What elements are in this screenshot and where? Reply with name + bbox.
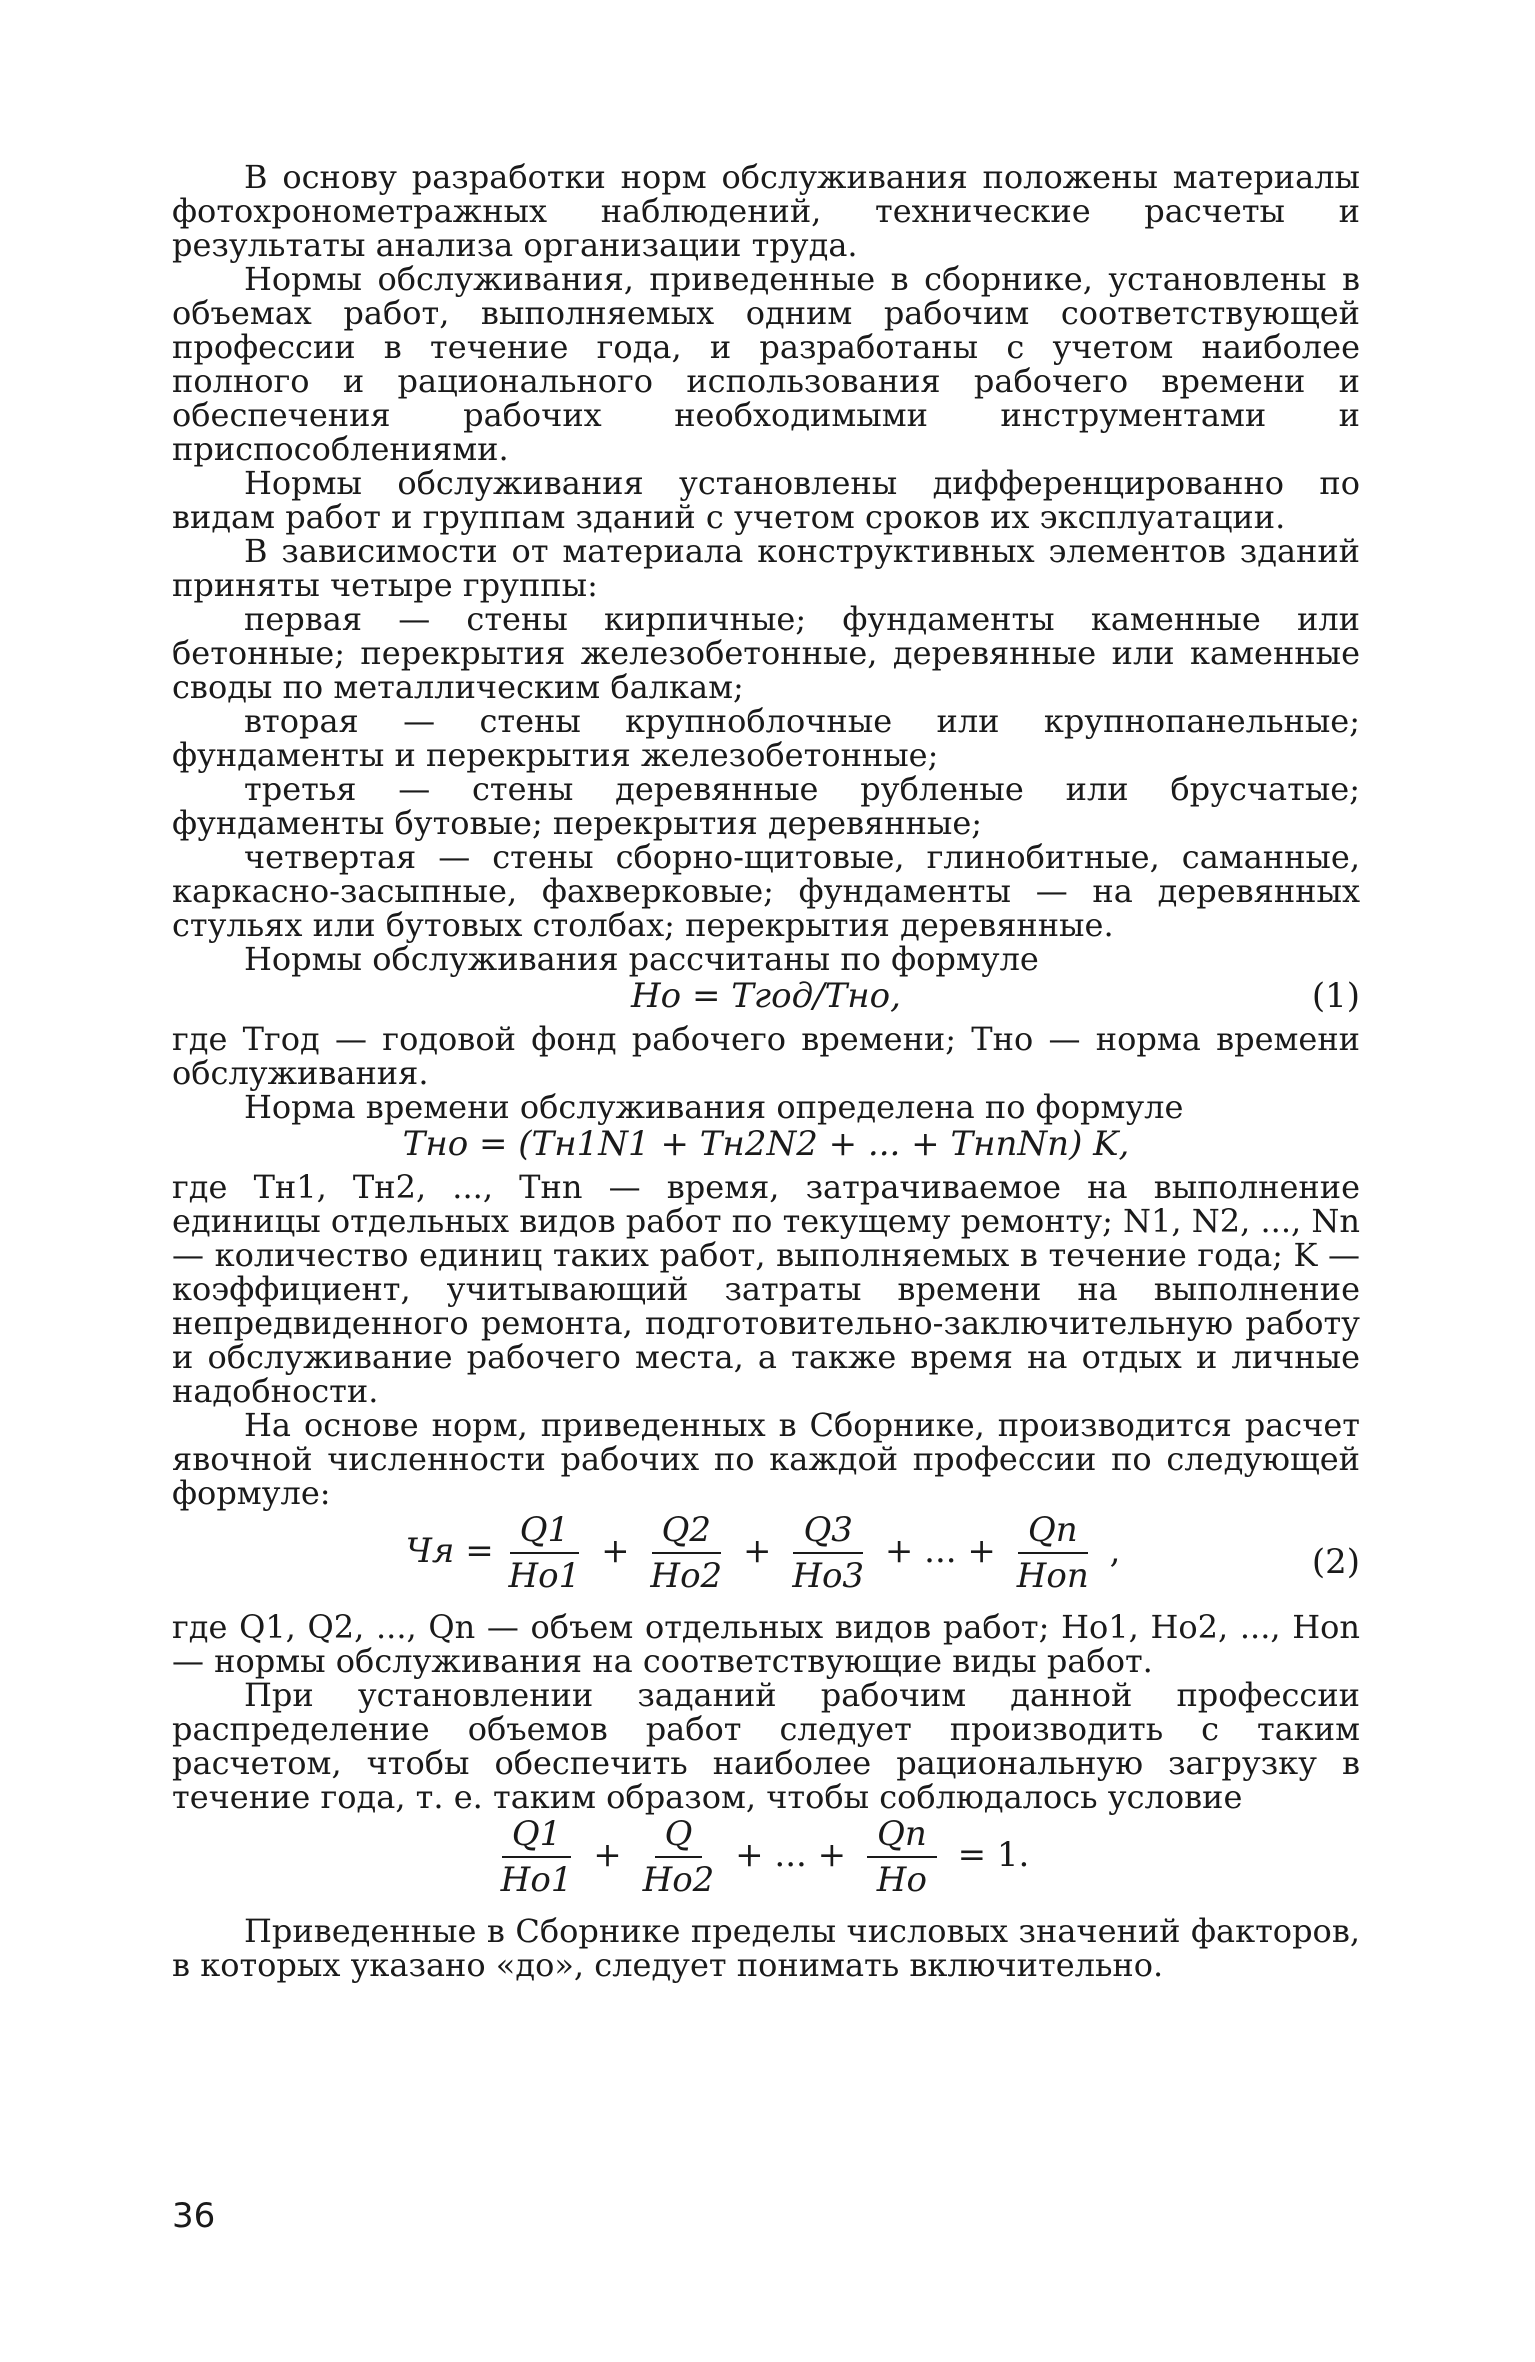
group-3: третья — стены деревянные рубленые или брусчатые; фундаменты бутовые; перекрытия деревянные;	[172, 770, 1360, 842]
formula-time-body: Tно = (Tн1N1 + Tн2N2 + ... + TнnNn) K,	[402, 1124, 1130, 1164]
fraction-numerator: Qn	[867, 1814, 937, 1858]
paragraph-2: Нормы обслуживания, приведенные в сборнике, установлены в объемах работ, выполняемых одним рабочим соответствующей профессии в течение года, и разработаны с учетом наиболее полного и рационального использования рабочего времени и обеспечения рабочих необходимыми инструментами и приспособлениями.	[172, 260, 1360, 468]
fraction-denominator: Hо1	[508, 1556, 581, 1596]
paragraph-9: На основе норм, приведенных в Сборнике, производится расчет явочной численности рабочих по каждой профессии по следующей формуле:	[172, 1406, 1360, 1512]
fraction	[867, 1814, 937, 1900]
fraction-numerator: Qn	[1018, 1510, 1088, 1554]
fraction-denominator: Hо2	[650, 1556, 723, 1596]
fraction	[792, 1510, 864, 1596]
group-2: вторая — стены крупноблочные или крупнопанельные; фундаменты и перекрытия железобетонные;	[172, 702, 1360, 774]
formula-condition	[172, 1814, 1360, 1914]
formula-2-body: Чя = $\frac{Q1}{Hо1}$ + $\frac{Q2}{Hо2}$ + $\frac{Q3}{Hо3}$ + ... + $\frac{Qn}{\text{Hоn}}$ ,	[405, 1510, 1121, 1596]
page-body	[172, 160, 1360, 1982]
group-4: четвертая — стены сборно-щитовые, глинобитные, саманные, каркасно-засыпные, фахверковые; фундаменты — на деревянных стульях или бутовых столбах; перекрытия деревянные.	[172, 838, 1360, 944]
paragraph-7: Норма времени обслуживания определена по формуле	[244, 1088, 1184, 1126]
fraction-numerator: Q3	[793, 1510, 863, 1554]
fraction-numerator: Q1	[502, 1814, 572, 1858]
paragraph-5: Нормы обслуживания рассчитаны по формуле	[244, 940, 1039, 978]
formula-1	[172, 976, 1360, 1022]
fraction-numerator: Q2	[652, 1510, 722, 1554]
fraction-denominator: Hо2	[642, 1860, 715, 1900]
formula-2	[172, 1510, 1360, 1610]
fraction	[1017, 1510, 1089, 1596]
paragraph-1: В основу разработки норм обслуживания положены материалы фотохронометражных наблюдений, технические расчеты и результаты анализа организации труда.	[172, 158, 1360, 264]
fraction	[643, 1814, 715, 1900]
formula-2-number: (2)	[1311, 1542, 1360, 1582]
paragraph-12: Приведенные в Сборнике пределы числовых значений факторов, в которых указано «до», следует понимать включительно.	[172, 1912, 1360, 1984]
fraction	[509, 1510, 581, 1596]
fraction-numerator: Q	[655, 1814, 703, 1858]
paragraph-6: где Tгод — годовой фонд рабочего времени; Tно — норма времени обслуживания.	[172, 1020, 1360, 1092]
fraction	[501, 1814, 573, 1900]
paragraph-10: где Q1, Q2, ..., Qn — объем отдельных видов работ; Hо1, Hо2, ..., Hоn — нормы обслуживания на соответствующие виды работ.	[172, 1608, 1360, 1680]
formula-time	[172, 1124, 1360, 1170]
fraction-numerator: Q1	[510, 1510, 580, 1554]
formula-1-number: (1)	[1311, 976, 1360, 1016]
fraction-denominator: Hо	[876, 1860, 927, 1900]
page-number: 36	[172, 2196, 216, 2236]
fraction-denominator: Hоn	[1016, 1556, 1089, 1596]
paragraph-3: Нормы обслуживания установлены дифференцированно по видам работ и группам зданий с учетом сроков их эксплуатации.	[172, 464, 1360, 536]
formula-1-body: Hо = Tгод/Tно,	[631, 976, 901, 1016]
formula-condition-body: $\frac{Q1}{Hо1}$ + $\frac{Q}{Hо2}$ + ... + $\frac{Qn}{Hо}$ = 1.	[500, 1814, 1030, 1900]
formula-2-lhs: Чя =	[405, 1531, 494, 1571]
paragraph-8: где Tн1, Tн2, ..., Tнn — время, затрачиваемое на выполнение единицы отдельных видов работ по текущему ремонту; N1, N2, ..., Nn — количество единиц таких работ, выполняемых в течение года; K — коэффициент, учитывающий затраты времени на выполнение непредвиденного ремонта, подготовительно-заключительную работу и обслуживание рабочего места, а также время на отдых и личные надобности.	[172, 1168, 1360, 1410]
group-1: первая — стены кирпичные; фундаменты каменные или бетонные; перекрытия железобетонные, деревянные или каменные своды по металлическим балкам;	[172, 600, 1360, 706]
paragraph-11: При установлении заданий рабочим данной профессии распределение объемов работ следует производить с таким расчетом, чтобы обеспечить наиболее рациональную загрузку в течение года, т. е. таким образом, чтобы соблюдалось условие	[172, 1676, 1360, 1816]
paragraph-4: В зависимости от материала конструктивных элементов зданий приняты четыре группы:	[172, 532, 1360, 604]
fraction-denominator: Hо1	[500, 1860, 573, 1900]
formula-condition-rhs: = 1.	[957, 1835, 1030, 1875]
fraction-denominator: Hо3	[792, 1556, 865, 1596]
fraction	[650, 1510, 722, 1596]
